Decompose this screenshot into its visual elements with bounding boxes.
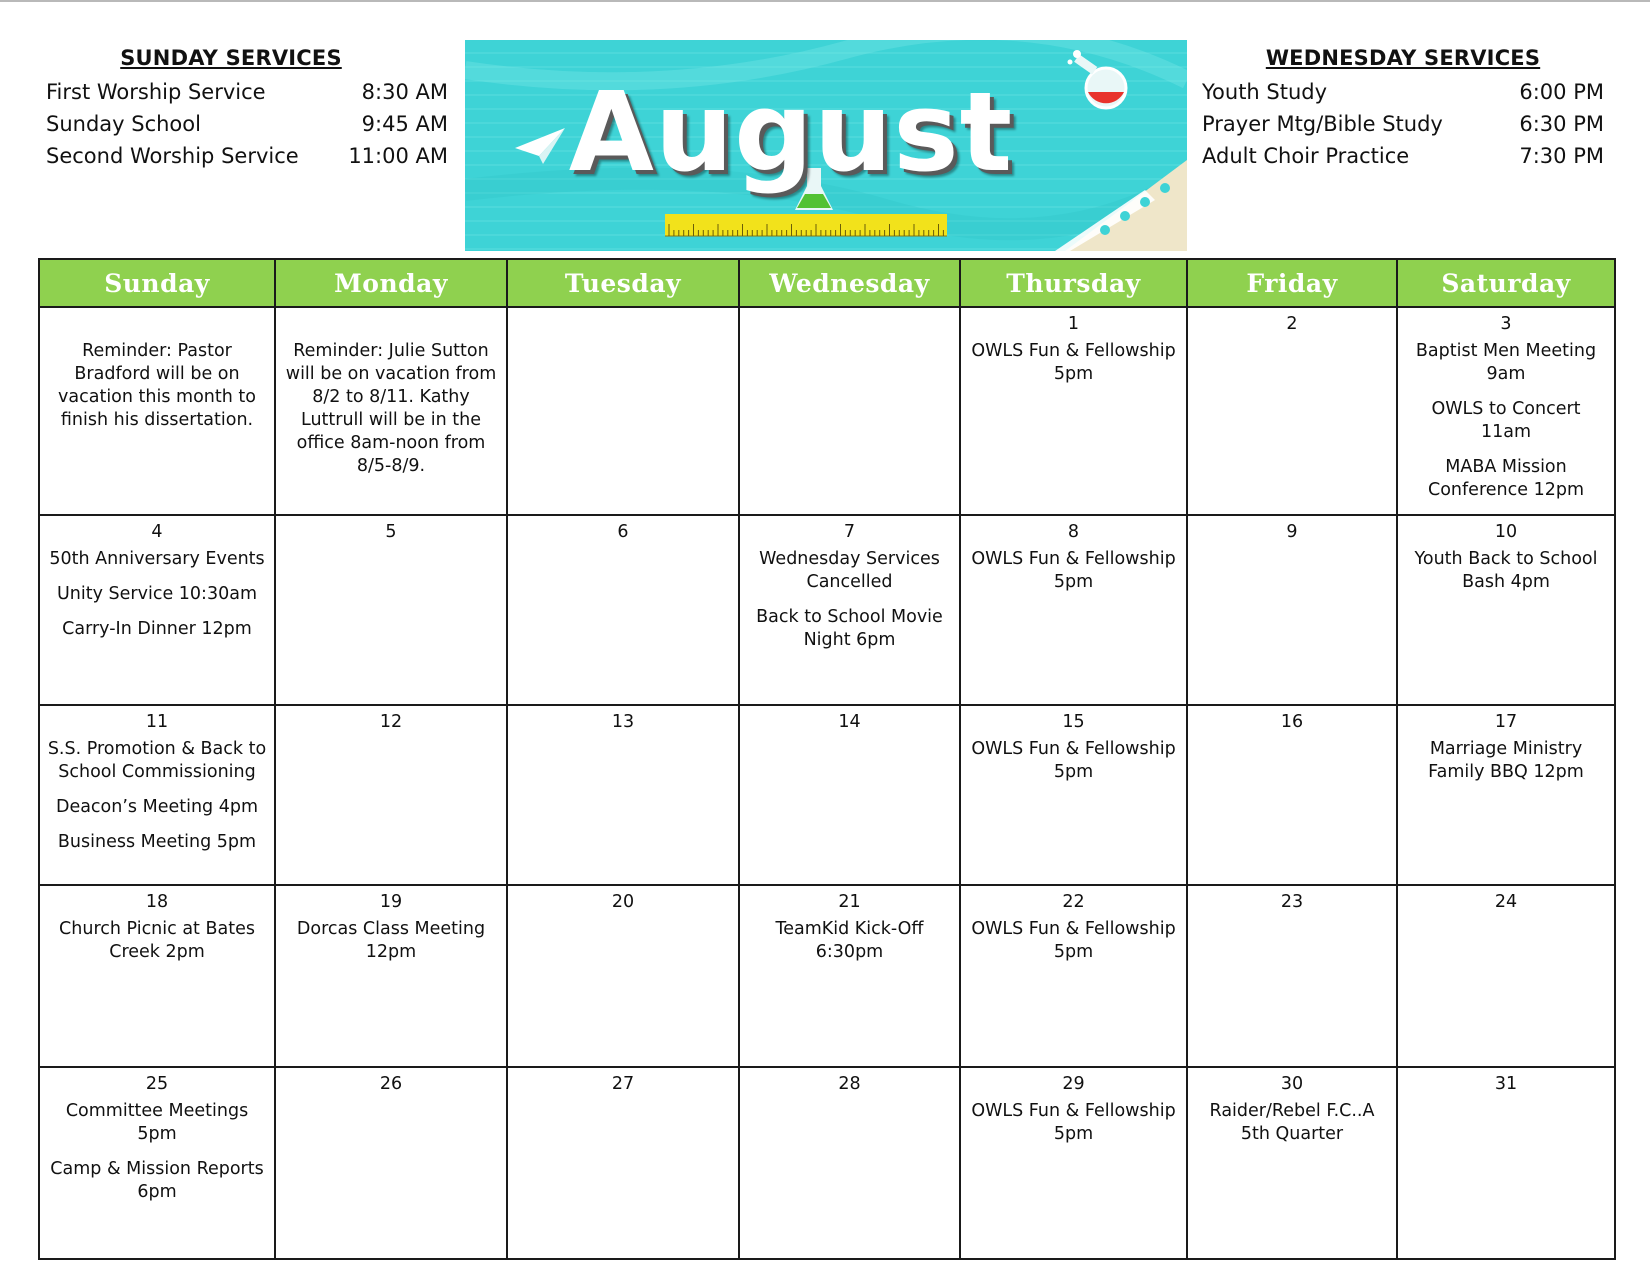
day-number: 10 bbox=[1494, 522, 1518, 542]
service-name: Prayer Mtg/Bible Study bbox=[1202, 112, 1443, 136]
calendar-day-cell bbox=[1187, 705, 1397, 885]
calendar-event: Wednesday Services Cancelled bbox=[759, 549, 940, 592]
calendar-day-cell bbox=[1397, 307, 1615, 515]
service-time: 11:00 AM bbox=[348, 144, 448, 168]
weekday-header-row bbox=[39, 259, 1615, 307]
weekday-header: Thursday bbox=[960, 259, 1187, 307]
service-row bbox=[1202, 76, 1604, 108]
calendar-day-cell bbox=[275, 307, 507, 515]
calendar-week-row bbox=[39, 515, 1615, 705]
day-number: 27 bbox=[611, 1074, 635, 1094]
banner-title: August bbox=[568, 68, 1014, 196]
calendar-event: Back to School Movie Night 6pm bbox=[756, 607, 943, 650]
day-number: 14 bbox=[838, 712, 861, 732]
day-number: 28 bbox=[838, 1074, 861, 1094]
day-number bbox=[514, 312, 732, 340]
calendar-day-cell bbox=[739, 1067, 960, 1259]
day-number: 20 bbox=[611, 892, 635, 912]
day-number: 24 bbox=[1494, 892, 1518, 912]
ruler-icon bbox=[665, 214, 947, 236]
calendar-day-cell bbox=[739, 885, 960, 1067]
service-row bbox=[46, 108, 448, 140]
day-number: 30 bbox=[1280, 1074, 1304, 1094]
calendar-day-cell bbox=[1397, 885, 1615, 1067]
day-number: 9 bbox=[1286, 522, 1298, 542]
august-banner bbox=[465, 40, 1187, 251]
day-number: 6 bbox=[617, 522, 629, 542]
calendar-day-cell bbox=[39, 1067, 275, 1259]
calendar-event: Camp & Mission Reports 6pm bbox=[50, 1159, 264, 1202]
calendar-day-cell bbox=[507, 1067, 739, 1259]
calendar-day-cell bbox=[960, 885, 1187, 1067]
calendar-grid bbox=[38, 258, 1616, 1260]
calendar-day-cell bbox=[507, 307, 739, 515]
service-time: 9:45 AM bbox=[361, 112, 448, 136]
calendar-event: OWLS Fun & Fellowship 5pm bbox=[971, 1101, 1176, 1144]
day-number: 11 bbox=[145, 712, 169, 732]
service-time: 7:30 PM bbox=[1519, 144, 1604, 168]
calendar-event: OWLS Fun & Fellowship 5pm bbox=[971, 549, 1176, 592]
service-row bbox=[46, 76, 448, 108]
calendar-event: Church Picnic at Bates Creek 2pm bbox=[59, 919, 255, 962]
day-number: 17 bbox=[1494, 712, 1518, 732]
calendar-day-cell bbox=[1187, 885, 1397, 1067]
service-name: Second Worship Service bbox=[46, 144, 299, 168]
calendar-day-cell bbox=[1397, 705, 1615, 885]
calendar-event: S.S. Promotion & Back to School Commissioning bbox=[47, 739, 267, 782]
calendar-event: 50th Anniversary Events bbox=[49, 549, 265, 569]
service-name: Adult Choir Practice bbox=[1202, 144, 1410, 168]
weekday-header: Tuesday bbox=[507, 259, 739, 307]
weekday-header: Wednesday bbox=[739, 259, 960, 307]
calendar-week-row bbox=[39, 307, 1615, 515]
service-name: Sunday School bbox=[46, 112, 201, 136]
day-number: 22 bbox=[1062, 892, 1085, 912]
weekday-header: Sunday bbox=[39, 259, 275, 307]
calendar-week-row bbox=[39, 1067, 1615, 1259]
calendar-day-cell bbox=[275, 515, 507, 705]
calendar-event: Reminder: Pastor Bradford will be on vacation this month to finish his dissertation. bbox=[58, 341, 256, 430]
day-number: 1 bbox=[1067, 314, 1080, 334]
calendar-day-cell bbox=[275, 1067, 507, 1259]
day-number: 21 bbox=[838, 892, 861, 912]
day-number: 25 bbox=[145, 1074, 169, 1094]
service-row bbox=[46, 140, 448, 172]
wednesday-services-heading: WEDNESDAY SERVICES bbox=[1265, 46, 1541, 70]
service-time: 6:30 PM bbox=[1519, 112, 1604, 136]
weekday-header: Saturday bbox=[1397, 259, 1615, 307]
service-row bbox=[1202, 140, 1604, 172]
calendar-day-cell bbox=[739, 705, 960, 885]
day-number: 2 bbox=[1286, 314, 1298, 334]
calendar-day-cell bbox=[507, 885, 739, 1067]
calendar-day-cell bbox=[39, 307, 275, 515]
calendar-event: Deacon’s Meeting 4pm bbox=[55, 797, 259, 817]
calendar-day-cell bbox=[1397, 1067, 1615, 1259]
day-number: 31 bbox=[1494, 1074, 1518, 1094]
day-number: 4 bbox=[151, 522, 163, 542]
sunday-services bbox=[46, 46, 448, 172]
calendar-day-cell bbox=[507, 515, 739, 705]
day-number: 5 bbox=[385, 522, 397, 542]
calendar-day-cell bbox=[275, 705, 507, 885]
calendar-event: Committee Meetings 5pm bbox=[65, 1101, 249, 1144]
calendar-day-cell bbox=[1187, 307, 1397, 515]
day-number: 19 bbox=[379, 892, 403, 912]
calendar-event: Dorcas Class Meeting 12pm bbox=[296, 919, 486, 962]
calendar-week-row bbox=[39, 885, 1615, 1067]
service-row bbox=[1202, 108, 1604, 140]
calendar-event: Carry-In Dinner 12pm bbox=[62, 619, 252, 639]
weekday-header: Friday bbox=[1187, 259, 1397, 307]
service-time: 6:00 PM bbox=[1519, 80, 1604, 104]
service-time: 8:30 AM bbox=[361, 80, 448, 104]
calendar-event: Business Meeting 5pm bbox=[57, 832, 257, 852]
calendar-day-cell bbox=[960, 307, 1187, 515]
calendar-day-cell bbox=[960, 515, 1187, 705]
day-number: 12 bbox=[379, 712, 403, 732]
calendar-event: OWLS to Concert 11am bbox=[1431, 399, 1581, 442]
calendar-event: Youth Back to School Bash 4pm bbox=[1414, 549, 1598, 592]
calendar-event: Unity Service 10:30am bbox=[57, 584, 257, 604]
calendar-event: Marriage Ministry Family BBQ 12pm bbox=[1428, 739, 1584, 782]
calendar-day-cell bbox=[1397, 515, 1615, 705]
calendar-event: Reminder: Julie Sutton will be on vacation from 8/2 to 8/11. Kathy Luttrull will be in the office 8am-noon from 8/5-8/9. bbox=[285, 341, 497, 476]
wednesday-services-list bbox=[1202, 76, 1604, 172]
calendar-event: OWLS Fun & Fellowship 5pm bbox=[971, 919, 1176, 962]
day-number: 23 bbox=[1280, 892, 1304, 912]
service-name: First Worship Service bbox=[46, 80, 266, 104]
calendar-event: TeamKid Kick-Off 6:30pm bbox=[775, 919, 924, 962]
service-name: Youth Study bbox=[1202, 80, 1328, 104]
calendar-day-cell bbox=[39, 885, 275, 1067]
weekday-header: Monday bbox=[275, 259, 507, 307]
day-number: 7 bbox=[843, 522, 856, 542]
calendar-day-cell bbox=[1187, 515, 1397, 705]
calendar-event: MABA Mission Conference 12pm bbox=[1428, 457, 1584, 500]
calendar-day-cell bbox=[39, 515, 275, 705]
calendar-day-cell bbox=[1187, 1067, 1397, 1259]
day-number bbox=[282, 312, 500, 340]
sunday-services-list bbox=[46, 76, 448, 172]
day-number bbox=[746, 312, 953, 340]
calendar-week-row bbox=[39, 705, 1615, 885]
day-number: 15 bbox=[1062, 712, 1085, 732]
calendar-day-cell bbox=[960, 705, 1187, 885]
day-number: 29 bbox=[1062, 1074, 1085, 1094]
calendar-day-cell bbox=[739, 515, 960, 705]
day-number: 3 bbox=[1500, 314, 1512, 334]
day-number: 8 bbox=[1067, 522, 1080, 542]
day-number: 16 bbox=[1280, 712, 1304, 732]
calendar-event: Raider/Rebel F.C..A 5th Quarter bbox=[1209, 1101, 1375, 1144]
calendar-event: OWLS Fun & Fellowship 5pm bbox=[971, 739, 1176, 782]
top-rule bbox=[0, 0, 1650, 2]
calendar-day-cell bbox=[960, 1067, 1187, 1259]
calendar-day-cell bbox=[39, 705, 275, 885]
day-number: 18 bbox=[145, 892, 169, 912]
day-number: 26 bbox=[379, 1074, 403, 1094]
wednesday-services bbox=[1202, 46, 1604, 172]
calendar-event: Baptist Men Meeting 9am bbox=[1415, 341, 1597, 384]
sunday-services-heading: SUNDAY SERVICES bbox=[120, 46, 342, 70]
day-number: 13 bbox=[611, 712, 635, 732]
calendar-day-cell bbox=[507, 705, 739, 885]
calendar-day-cell bbox=[275, 885, 507, 1067]
calendar-event: OWLS Fun & Fellowship 5pm bbox=[971, 341, 1176, 384]
day-number bbox=[46, 312, 268, 340]
calendar-day-cell bbox=[739, 307, 960, 515]
